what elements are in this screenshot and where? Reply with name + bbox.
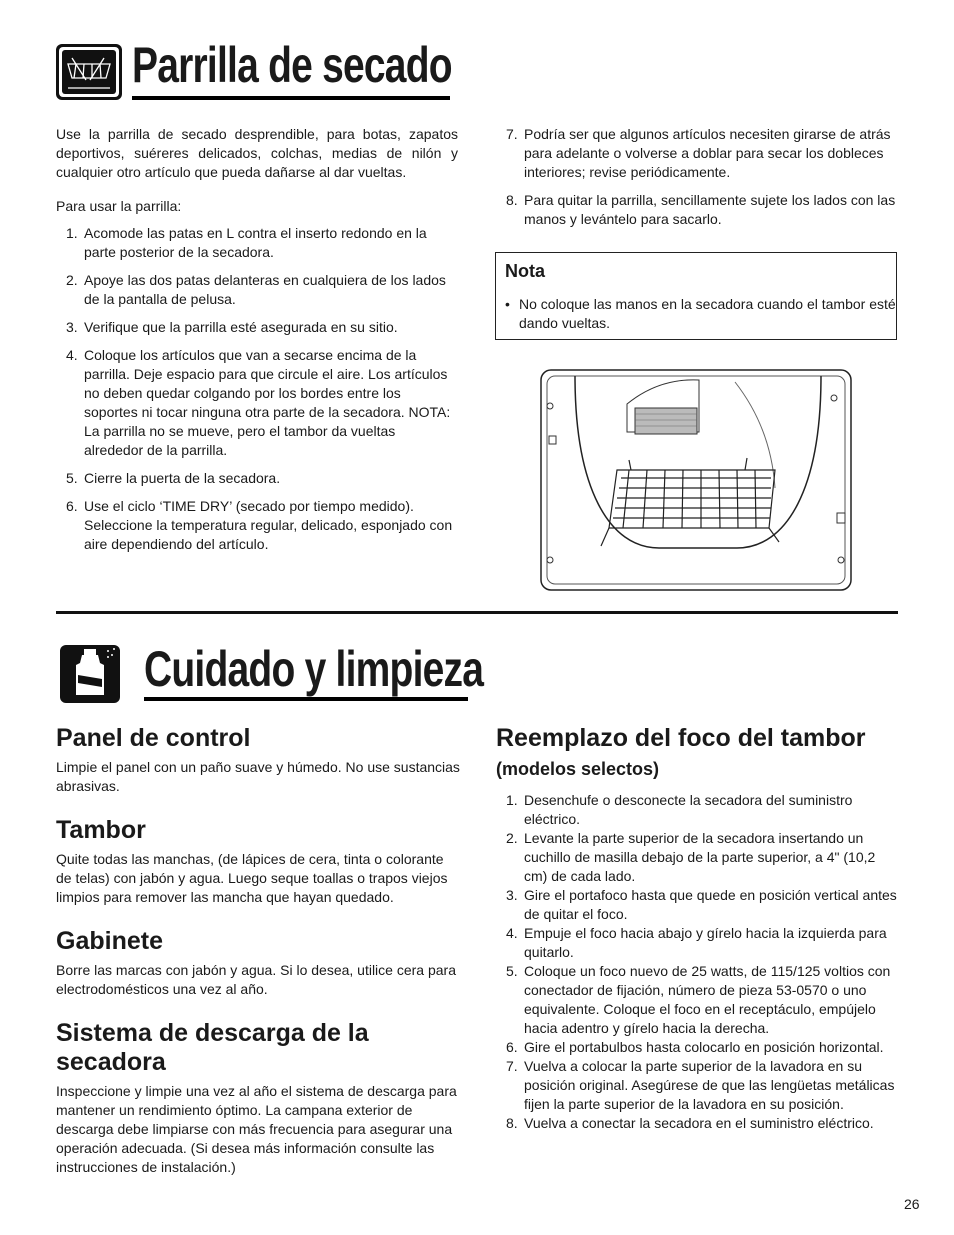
- note-box: [495, 252, 897, 340]
- list-item: 6. Use el ciclo ‘TIME DRY’ (secado por tiempo medido). Seleccione la temperatura regular, delicado, esponjado con aire dependiendo del artículo.: [66, 498, 453, 552]
- list-item: 2. Levante la parte superior de la secadora insertando un cuchillo de masilla debajo de la parte superior, a 4" (10,2 cm) de cada lado.: [506, 830, 876, 884]
- care-left-column: [56, 724, 461, 1177]
- steps-list-right: [496, 125, 898, 229]
- section-title-drying-rack: Parrilla de secado: [132, 37, 452, 93]
- list-item: 2. Apoye las dos patas delanteras en cualquiera de los lados de la pantalla de pelusa.: [66, 272, 446, 307]
- list-item: 8. Para quitar la parrilla, sencillamente sujete los lados con las manos y levántelo para sacarlo.: [506, 192, 896, 227]
- page-number: 26: [904, 1196, 920, 1212]
- list-item: 1. Desenchufe o desconecte la secadora del suministro eléctrico.: [506, 792, 853, 827]
- steps-list-left: [56, 224, 458, 554]
- drying-rack-illustration: [539, 368, 853, 592]
- paragraph-cabinet: Borre las marcas con jabón y agua. Si lo desea, utilice cera para electrodomésticos una vez al año.: [56, 962, 456, 997]
- note-heading: Nota: [505, 261, 545, 281]
- note-text: • No coloque las manos en la secadora cuando el tambor esté dando vueltas.: [505, 296, 896, 331]
- section-divider: [56, 611, 898, 614]
- drying-rack-icon: [56, 44, 122, 100]
- heading-drum: Tambor: [56, 816, 146, 844]
- right-column: [496, 125, 898, 238]
- paragraph-drum: Quite todas las manchas, (de lápices de cera, tinta o colorante de telas) con jabón y agua. Luego seque toallas o trapos viejos limpios para remover las mancha que hayan quedado.: [56, 851, 448, 905]
- title-underline: [144, 697, 468, 701]
- care-right-column: [496, 724, 898, 1133]
- left-column: [56, 125, 458, 563]
- list-item: 3. Gire el portafoco hasta que quede en posición vertical antes de quitar el foco.: [506, 887, 897, 922]
- list-item: 6. Gire el portabulbos hasta colocarlo en posición horizontal.: [506, 1039, 884, 1055]
- heading-drum-light-note: (modelos selectos): [496, 759, 660, 779]
- lead-text: Para usar la parrilla:: [56, 198, 182, 214]
- title-underline: [132, 96, 450, 100]
- heading-drum-light: Reemplazo del foco del tambor (modelos selectos): [496, 724, 866, 779]
- list-item: 8. Vuelva a conectar la secadora en el suministro eléctrico.: [506, 1115, 874, 1131]
- list-item: 5. Coloque un foco nuevo de 25 watts, de 115/125 voltios con conectador de fijación, número de pieza 53-0570 o uno equivalente. Coloque el foco en el receptáculo, empújelo hacia adentro y gírelo hacia la derecha.: [506, 963, 891, 1036]
- list-item: 4. Empuje el foco hacia abajo y gírelo hacia la izquierda para quitarlo.: [506, 925, 887, 960]
- list-item: 1. Acomode las patas en L contra el inserto redondo en la parte posterior de la secadora.: [66, 225, 427, 260]
- light-steps-list: [496, 791, 898, 1133]
- list-item: 7. Podría ser que algunos artículos necesiten girarse de atrás para adelante o volverse a doblar para secar los dobleces interiores; revise periódicamente.: [506, 126, 891, 180]
- paragraph-control-panel: Limpie el panel con un paño suave y húmedo. No use sustancias abrasivas.: [56, 759, 460, 794]
- list-item: 7. Vuelva a colocar la parte superior de la lavadora en su posición original. Asegúrese de que las lengüetas metálicas fijen la parte superior de la lavadora en su posición.: [506, 1058, 895, 1112]
- paragraph-exhaust-system: Inspeccione y limpie una vez al año el sistema de descarga para mantener un rendimiento óptimo. La campana exterior de descarga debe limpiarse con más frecuencia para asegurar una operación adecuada. (Si desea más información consulte las instrucciones de instalación.): [56, 1083, 457, 1175]
- list-item: 5. Cierre la puerta de la secadora.: [66, 470, 281, 486]
- intro-paragraph: Use la parrilla de secado desprendible, para botas, zapatos deportivos, suéreres delicados, colchas, medias de nilón y cualquier otro artículo que pueda dañarse al dar vueltas.: [56, 126, 458, 180]
- list-item: 3. Verifique que la parrilla esté asegurada en su sitio.: [66, 319, 398, 335]
- list-item: 4. Coloque los artículos que van a secarse encima de la parrilla. Deje espacio para que circule el aire. Los artículos no deben quedar colgando por los bordes entre los soportes ni tocar ninguna otra parte de la secadora. NOTA: La parrilla no se mueve, pero el tambor da vueltas alrededor de la parrilla.: [66, 347, 451, 458]
- section-title-care: Cuidado y limpieza: [144, 641, 484, 697]
- heading-cabinet: Gabinete: [56, 927, 163, 955]
- cleaning-spray-icon: [60, 645, 120, 703]
- heading-exhaust-system: Sistema de descarga de la secadora: [56, 1019, 369, 1076]
- heading-control-panel: Panel de control: [56, 724, 251, 752]
